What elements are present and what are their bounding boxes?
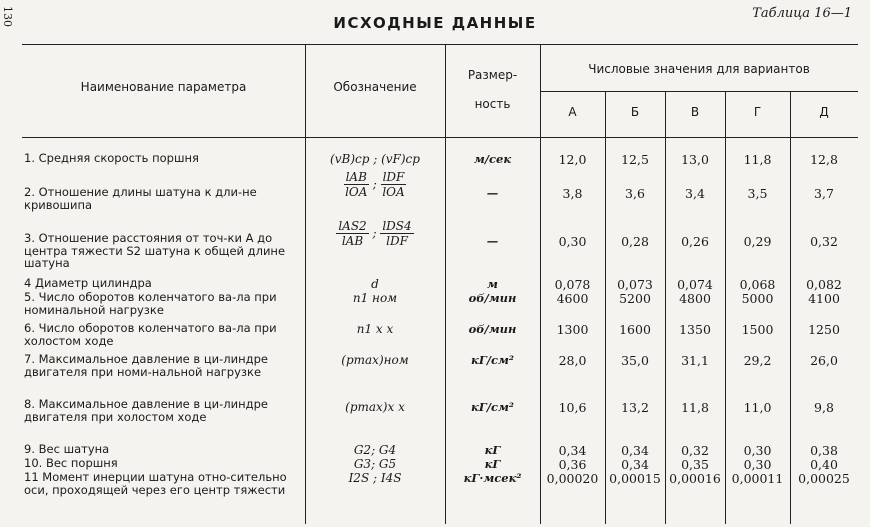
value-row9-variant-b: 0,34 [621,443,649,458]
value-row5-variant-b: 5200 [619,291,651,306]
value-row9-variant-d: 0,38 [810,443,838,458]
header-param-name: Наименование параметра [80,80,247,94]
param-symbol-9: G2; G4 [353,443,397,457]
value-row11-variant-d: 0,00025 [798,471,850,486]
variants-rule [540,91,858,92]
value-row5-variant-v: 4800 [679,291,711,306]
param-name-2: 2. Отношение длины шатуна к дли-не кривошипа [24,185,257,212]
value-row1-variant-g: 11,8 [743,152,772,167]
header-variant-b: Б [630,105,640,119]
header-variant-a: А [568,105,577,119]
value-row10-variant-g: 0,30 [743,457,772,472]
value-row3-variant-d: 0,32 [810,234,838,249]
param-symbol-10: G3; G5 [353,457,397,471]
value-row7-variant-g: 29,2 [743,353,772,368]
value-row2-variant-a: 3,8 [562,186,583,201]
param-name-9: 9. Вес шатуна [24,442,110,456]
value-row10-variant-b: 0,34 [621,457,649,472]
param-name-8: 8. Максимальное давление в ци-линдре двигателя при холостом ходе [24,397,268,424]
param-name-11: 11 Момент инерции шатуна отно-сительно оси, проходящей через его центр тяжести [24,470,287,497]
param-symbol-1: (vB)ср ; (vF)ср [330,152,420,166]
param-symbol-4: d [371,277,379,291]
value-row7-variant-a: 28,0 [558,353,587,368]
value-row2-variant-g: 3,5 [747,186,768,201]
value-row11-variant-g: 0,00011 [731,471,784,486]
value-row7-variant-d: 26,0 [810,353,838,368]
value-row11-variant-v: 0,00016 [669,471,721,486]
value-row9-variant-g: 0,30 [743,443,772,458]
value-row9-variant-a: 0,34 [558,443,587,458]
header-variant-v: В [690,105,700,119]
param-name-4: 4 Диаметр цилиндра [24,276,152,290]
value-row5-variant-g: 5000 [741,291,774,306]
value-row9-variant-v: 0,32 [681,443,709,458]
ratio-as2-ab: $\frac{\text{lAS2}}{\text{lAB}}$ [338,219,367,248]
value-row1-variant-d: 12,8 [810,152,838,167]
param-symbol-6: n1 х х [356,322,394,336]
value-row10-variant-a: 0,36 [558,457,587,472]
param-symbol-8: (pmax)х х [345,400,405,414]
param-name-3: 3. Отношение расстояния от точ-ки A до центра тяжести S2 шатуна к общей длине шатуна [24,231,286,270]
value-row8-variant-a: 10,6 [558,400,587,415]
ratio-ab-oa: $\frac{\text{lAB}}{\text{lOA}}$ [345,170,368,199]
value-row11-variant-a: 0,00020 [546,471,599,486]
value-row11-variant-b: 0,00015 [609,471,661,486]
param-unit-2: — [486,186,499,200]
value-row5-variant-d: 4100 [808,291,840,306]
param-unit-7: кГ/см² [471,353,514,367]
value-row2-variant-d: 3,7 [814,186,834,201]
param-unit-8: кГ/см² [471,400,514,414]
value-row8-variant-b: 13,2 [621,400,649,415]
value-row3-variant-a: 0,30 [558,234,587,249]
value-row8-variant-g: 11,0 [743,400,772,415]
value-row1-variant-a: 12,0 [558,152,587,167]
param-unit-3: — [486,234,499,248]
param-name-7: 7. Максимальное давление в ци-линдре двигателя при номи-нальной нагрузке [24,352,268,379]
value-row10-variant-v: 0,35 [681,457,709,472]
value-row8-variant-v: 11,8 [681,400,709,415]
value-row1-variant-b: 12,5 [621,152,649,167]
value-row1-variant-v: 13,0 [681,152,709,167]
value-row2-variant-v: 3,4 [685,186,705,201]
param-symbol-7: (pmax)ном [341,353,409,367]
value-row4-variant-d: 0,082 [806,277,842,292]
value-row3-variant-g: 0,29 [743,234,772,249]
value-row6-variant-a: 1300 [556,322,589,337]
header-variant-d: Д [819,105,829,119]
value-row4-variant-g: 0,068 [739,277,776,292]
value-row8-variant-d: 9,8 [814,400,834,415]
ratio-ds4-df: $\frac{\text{lDS4}}{\text{lDF}}$ [382,219,412,248]
param-symbol-3: $\frac{\text{lAS2}}{\text{lAB}}$ ; $\frac{\text{lDS4}}{\text{lDF}}$ [338,219,412,248]
value-row6-variant-b: 1600 [619,322,651,337]
table-reference: Таблица 16—1 [752,6,852,21]
header-values: Числовые значения для вариантов [588,62,810,76]
value-row3-variant-v: 0,26 [681,234,709,249]
value-row7-variant-v: 31,1 [681,353,709,368]
header-variant-g: Г [753,105,762,119]
param-unit-5: об/мин [468,291,517,305]
param-symbol-11: I2S ; I4S [348,471,402,485]
param-name-1: 1. Средняя скорость поршня [24,151,199,165]
value-row6-variant-d: 1250 [808,322,840,337]
header-unit-line2: ность [474,97,511,111]
value-row10-variant-d: 0,40 [810,457,838,472]
param-name-6: 6. Число оборотов коленчатого ва-ла при холостом ходе [24,321,277,348]
table-title: ИСХОДНЫЕ ДАННЫЕ [333,14,537,32]
param-name-5: 5. Число оборотов коленчатого ва-ла при номинальной нагрузке [24,290,277,317]
param-symbol-5: n1 ном [352,291,398,305]
value-row5-variant-a: 4600 [556,291,589,306]
value-row4-variant-b: 0,073 [617,277,653,292]
value-row3-variant-b: 0,28 [621,234,649,249]
header-symbol: Обозначение [333,80,417,94]
header-bottom-rule [22,137,858,138]
value-row2-variant-b: 3,6 [625,186,645,201]
value-row4-variant-a: 0,078 [554,277,591,292]
value-row6-variant-g: 1500 [741,322,774,337]
header-unit-line1: Размер- [467,68,518,82]
param-unit-10: кГ [484,457,501,471]
param-unit-1: м/сек [473,152,512,166]
param-name-10: 10. Вес поршня [24,456,118,470]
page-number: 130 [1,6,14,27]
param-unit-11: кГ·мсек² [463,471,522,485]
value-row6-variant-v: 1350 [679,322,711,337]
param-unit-9: кГ [484,443,501,457]
param-unit-4: м [487,277,498,291]
value-row4-variant-v: 0,074 [677,277,713,292]
ratio-df-oa: $\frac{\text{lDF}}{\text{lOA}}$ [382,170,405,199]
value-row7-variant-b: 35,0 [621,353,649,368]
param-symbol-2: $\frac{\text{lAB}}{\text{lOA}}$ ; $\frac{\text{lDF}}{\text{lOA}}$ [345,170,405,199]
param-unit-6: об/мин [468,322,517,336]
top-rule [22,44,858,45]
